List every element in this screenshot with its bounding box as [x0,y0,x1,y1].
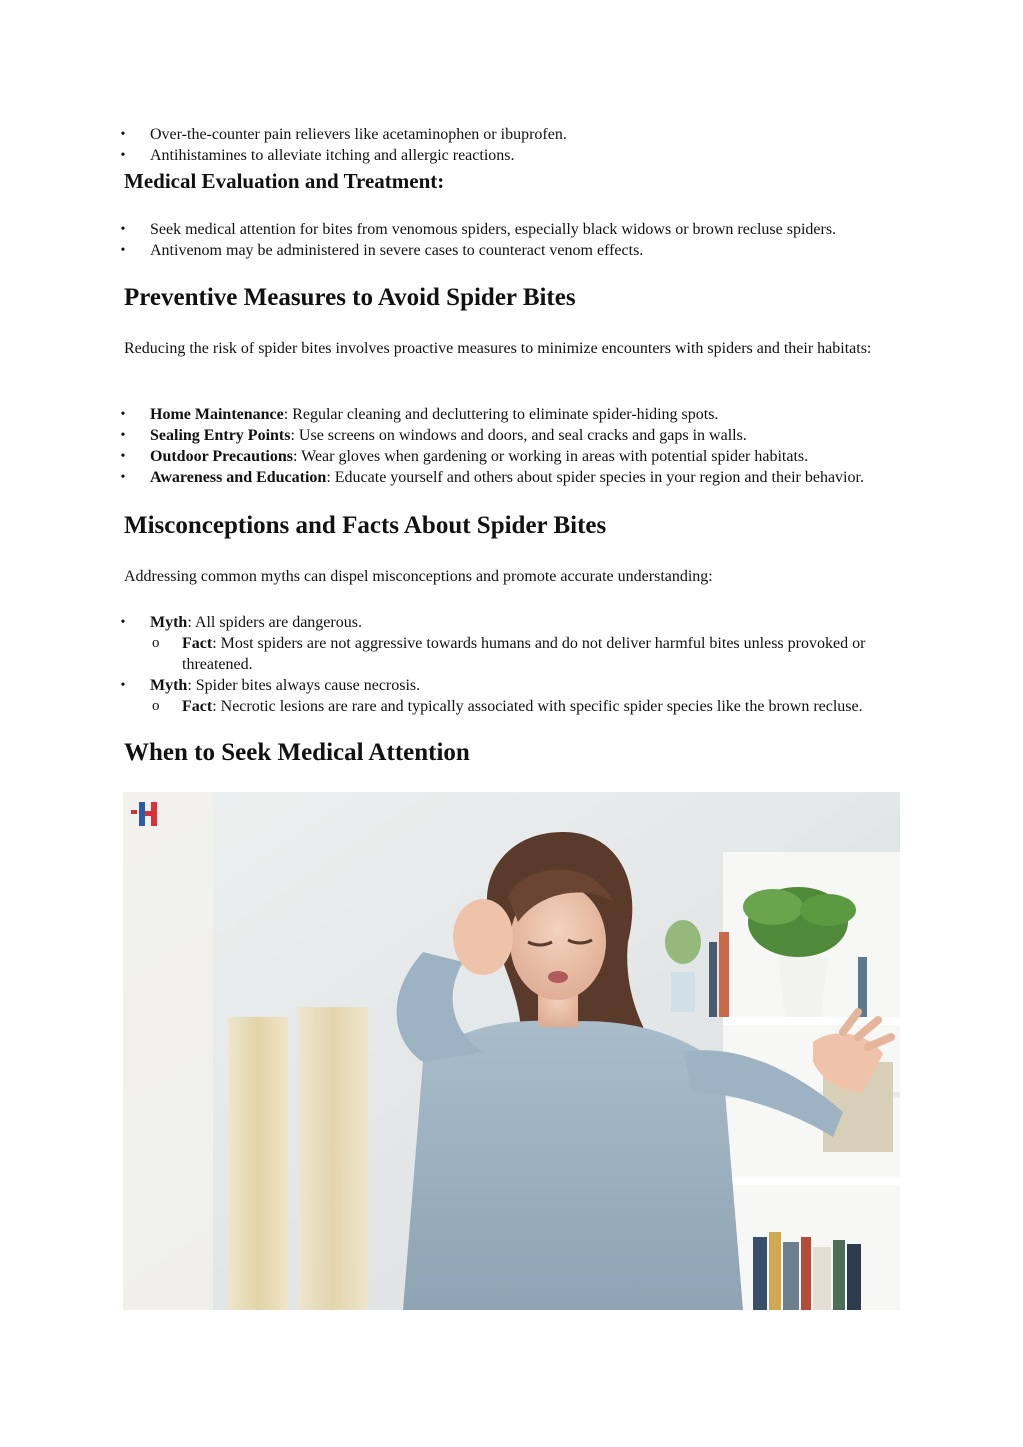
seek-attention-heading: When to Seek Medical Attention [124,739,470,766]
bullet-icon: • [120,615,126,630]
list-item: • Sealing Entry Points: Use screens on windows and doors, and seal cracks and gaps in walls. [0,425,988,446]
list-item: • Outdoor Precautions: Wear gloves when gardening or working in areas with potential spider habitats. [0,446,988,467]
misconceptions-list [0,612,1023,717]
sub-bullet-icon: o [152,698,160,714]
bullet-icon: • [120,449,126,464]
list-item: • Antivenom may be administered in severe cases to counteract venom effects. [0,240,960,261]
sub-bullet-icon: o [152,635,160,651]
list-item: • Myth: All spiders are dangerous. [0,612,1023,633]
list-item: • Seek medical attention for bites from venomous spiders, especially black widows or brown recluse spiders. [0,219,960,240]
preventive-heading: Preventive Measures to Avoid Spider Bites [124,284,576,311]
misconceptions-intro: Addressing common myths can dispel misconceptions and promote accurate understanding: [124,568,713,585]
bullet-icon: • [120,428,126,443]
bullet-icon: • [120,127,126,142]
bullet-icon: • [120,222,126,237]
preventive-list [0,404,988,488]
list-item: • Myth: Spider bites always cause necrosis. [0,675,1023,696]
bullet-icon: • [120,678,126,693]
bullet-icon: • [120,407,126,422]
woman-dizzy-photo [123,792,900,1310]
pain-relief-list [0,124,691,166]
medical-evaluation-list [0,219,960,261]
list-item: • Antihistamines to alleviate itching and allergic reactions. [0,145,691,166]
list-item: • Home Maintenance: Regular cleaning and decluttering to eliminate spider-hiding spots. [0,404,988,425]
list-item: • Over-the-counter pain relievers like acetaminophen or ibuprofen. [0,124,691,145]
misconceptions-heading: Misconceptions and Facts About Spider Bites [124,512,607,539]
list-item: • Awareness and Education: Educate yourself and others about spider species in your region and their behavior. [0,467,988,488]
bullet-icon: • [120,243,126,258]
photo-illustration [123,792,900,1310]
preventive-intro: Reducing the risk of spider bites involves proactive measures to minimize encounters with spiders and their habitats: [124,340,872,357]
medical-evaluation-heading: Medical Evaluation and Treatment: [124,169,445,193]
bullet-icon: • [120,470,126,485]
bullet-icon: • [120,148,126,163]
sub-list-item: o Fact: Necrotic lesions are rare and typically associated with specific spider species like the brown recluse. [152,698,863,715]
sub-list-item: o Fact: Most spiders are not aggressive towards humans and do not deliver harmful bites unless provoked or threatened. [152,635,866,673]
